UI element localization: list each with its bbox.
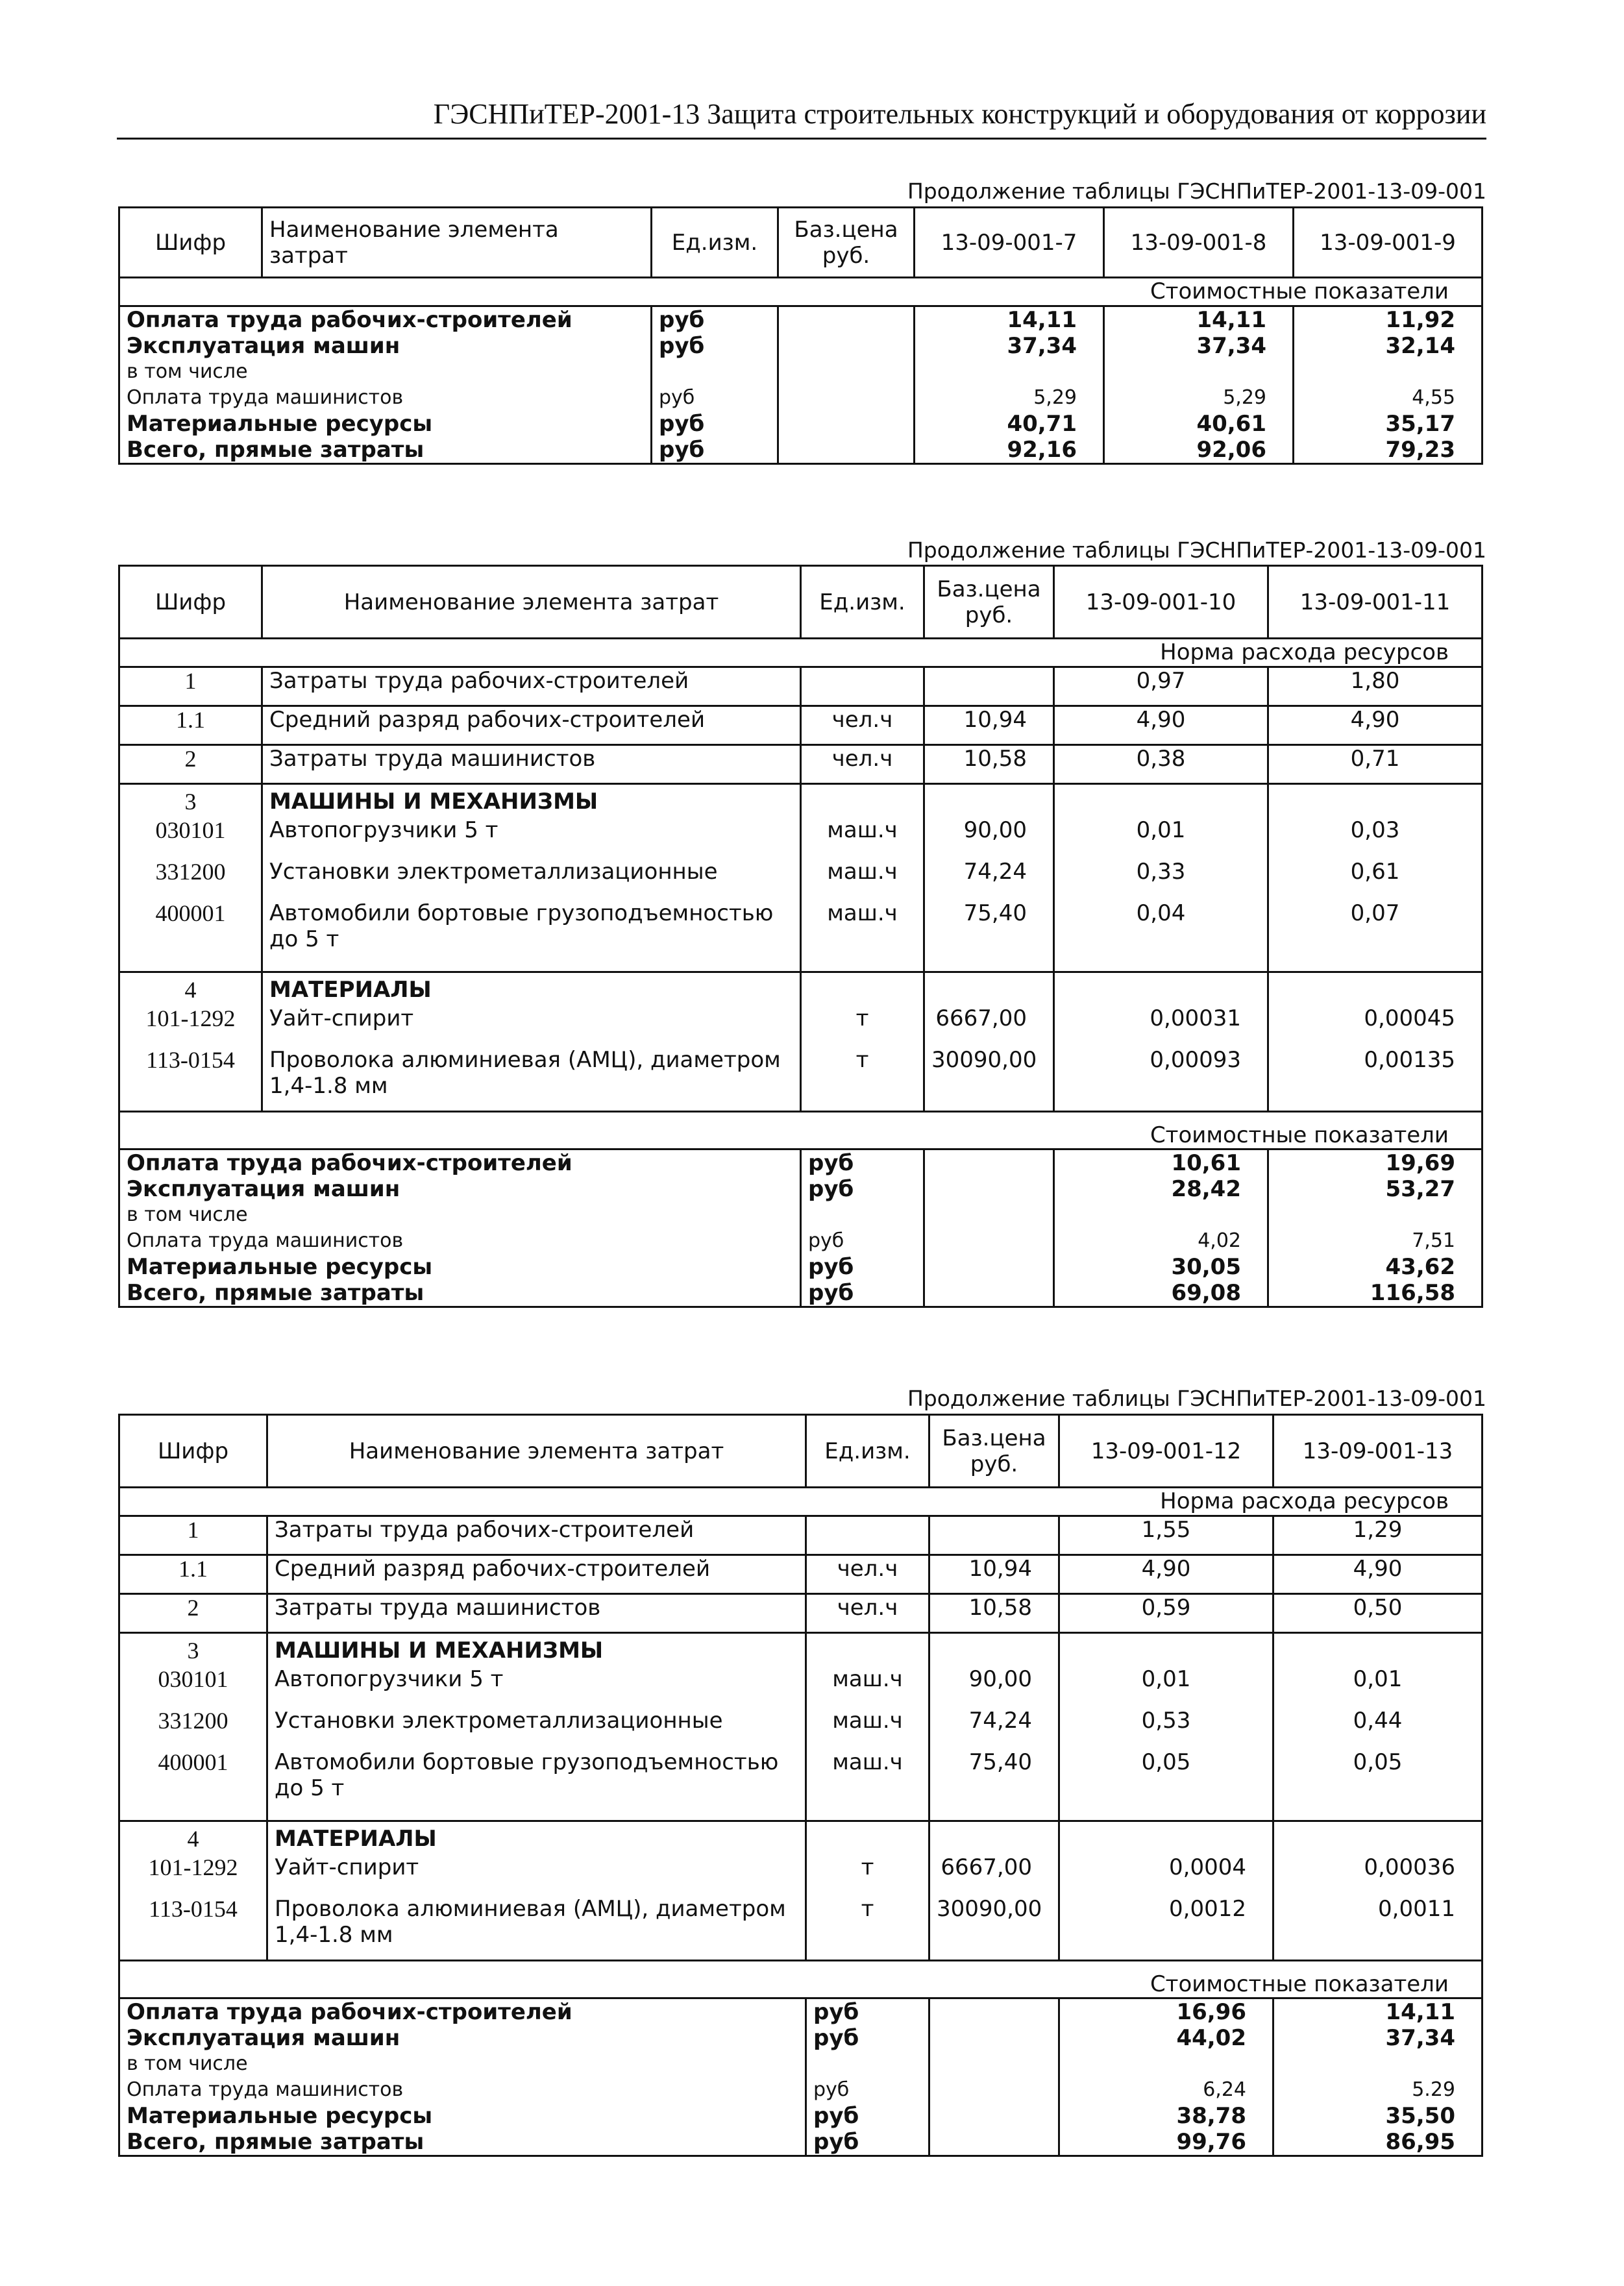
table-cell: маш.ч xyxy=(806,1749,929,1821)
table-cell: Проволока алюминиевая (АМЦ), диаметром 1,4-1.8 мм xyxy=(267,1896,806,1961)
table-cell: 28,42 xyxy=(1054,1176,1268,1202)
resource-section-row xyxy=(119,1633,1483,1667)
section-caption: Норма расхода ресурсов xyxy=(119,1488,1483,1516)
cost-row xyxy=(119,1280,1483,1307)
cost-row xyxy=(119,2025,1483,2051)
resource-row xyxy=(119,1854,1483,1896)
table-cell: 4,90 xyxy=(1273,1555,1483,1594)
table-cell xyxy=(924,1228,1054,1254)
table-cell: Уайт-спирит xyxy=(262,1005,801,1047)
table-cell: 79,23 xyxy=(1294,437,1483,464)
col-code-header: Шифр xyxy=(119,1415,267,1488)
table-cell: руб xyxy=(652,333,778,359)
table-cell: 0,03 xyxy=(1268,817,1483,859)
table-cell xyxy=(1268,784,1483,818)
table-cell: 38,78 xyxy=(1059,2103,1273,2129)
resource-row xyxy=(119,1005,1483,1047)
table-cell xyxy=(1054,784,1268,818)
table-cell: 5,29 xyxy=(915,385,1104,411)
table-cell xyxy=(924,972,1054,1005)
table-cell: 3 xyxy=(119,1633,267,1667)
table-cell xyxy=(924,1202,1054,1228)
table-cell: Затраты труда рабочих-строителей xyxy=(262,667,801,706)
table-cell: 30090,00 xyxy=(924,1047,1054,1112)
table-cell: 0,01 xyxy=(1273,1666,1483,1708)
table-cell: 6,24 xyxy=(1059,2077,1273,2103)
table-cell xyxy=(1268,1202,1483,1228)
table-cell: 030101 xyxy=(119,817,262,859)
table-cell: руб xyxy=(801,1149,924,1177)
resource-row xyxy=(119,1594,1483,1633)
table-cell: 10,94 xyxy=(924,706,1054,745)
table-cell: чел.ч xyxy=(801,706,924,745)
resource-row xyxy=(119,900,1483,972)
table-cell xyxy=(778,333,915,359)
table-cell: 101-1292 xyxy=(119,1854,267,1896)
table-cell: 0,0004 xyxy=(1059,1854,1273,1896)
col-name-header: Наименование элемента затрат xyxy=(262,566,801,639)
continuation-label-3: Продолжение таблицы ГЭСНПиТЕР-2001-13-09-001 xyxy=(907,1386,1486,1411)
table-cell: маш.ч xyxy=(806,1708,929,1749)
resource-row xyxy=(119,1896,1483,1961)
norm-table-3 xyxy=(118,1414,1483,2157)
table-cell xyxy=(806,1821,929,1854)
table-cell xyxy=(929,1998,1059,2026)
table-cell xyxy=(929,1633,1059,1667)
table-cell: МАТЕРИАЛЫ xyxy=(262,972,801,1005)
table-cell: 10,58 xyxy=(924,745,1054,784)
table-cell: 7,51 xyxy=(1268,1228,1483,1254)
table-cell xyxy=(924,1280,1054,1307)
table-cell: 11,92 xyxy=(1294,306,1483,334)
col-norm-code: 13-09-001-12 xyxy=(1059,1415,1273,1488)
col-name-header: Наименование элемента затрат xyxy=(267,1415,806,1488)
table-cell: маш.ч xyxy=(801,817,924,859)
table-cell: руб xyxy=(801,1280,924,1307)
table-cell xyxy=(1059,1821,1273,1854)
table-cell: Уайт-спирит xyxy=(267,1854,806,1896)
table-cell: 400001 xyxy=(119,900,262,972)
table-cell xyxy=(1268,972,1483,1005)
cost-row xyxy=(119,1202,1483,1228)
table-cell: 1 xyxy=(119,667,262,706)
table-cell xyxy=(929,1821,1059,1854)
table-cell: 69,08 xyxy=(1054,1280,1268,1307)
table-cell xyxy=(929,1516,1059,1555)
table-cell xyxy=(929,2025,1059,2051)
resource-row xyxy=(119,1047,1483,1112)
col-norm-code: 13-09-001-10 xyxy=(1054,566,1268,639)
section-caption: Стоимостные показатели xyxy=(119,278,1483,306)
table-cell: 30,05 xyxy=(1054,1254,1268,1280)
table-cell: Средний разряд рабочих-строителей xyxy=(267,1555,806,1594)
table-cell: 5,29 xyxy=(1104,385,1294,411)
table-cell xyxy=(778,359,915,385)
table-cell: Материальные ресурсы xyxy=(119,1254,801,1280)
table-cell: 90,00 xyxy=(929,1666,1059,1708)
table-cell: Проволока алюминиевая (АМЦ), диаметром 1,4-1.8 мм xyxy=(262,1047,801,1112)
table-cell: 16,96 xyxy=(1059,1998,1273,2026)
table-cell: 0,53 xyxy=(1059,1708,1273,1749)
table-cell: 0,00036 xyxy=(1273,1854,1483,1896)
table-cell: т xyxy=(801,1047,924,1112)
col-name-header: Наименование элемента затрат xyxy=(262,208,652,278)
table-cell xyxy=(806,2051,929,2077)
col-unit-header: Ед.изм. xyxy=(801,566,924,639)
resource-section-row xyxy=(119,1821,1483,1854)
table-cell xyxy=(1059,1633,1273,1667)
table-cell xyxy=(801,972,924,1005)
table-cell: чел.ч xyxy=(806,1555,929,1594)
table-cell xyxy=(1294,359,1483,385)
table-cell: Оплата труда рабочих-строителей xyxy=(119,1149,801,1177)
table-cell: 400001 xyxy=(119,1749,267,1821)
table-cell: 113-0154 xyxy=(119,1896,267,1961)
table-cell: 4 xyxy=(119,972,262,1005)
col-unit-header: Ед.изм. xyxy=(806,1415,929,1488)
table-cell: 10,94 xyxy=(929,1555,1059,1594)
table-cell: 37,34 xyxy=(1104,333,1294,359)
table-cell: руб xyxy=(806,2025,929,2051)
table-cell: 19,69 xyxy=(1268,1149,1483,1177)
table-cell: Автомобили бортовые грузоподъемностью до 5 т xyxy=(267,1749,806,1821)
table-cell: Автопогрузчики 5 т xyxy=(267,1666,806,1708)
table-cell: 0,59 xyxy=(1059,1594,1273,1633)
table-cell: 14,11 xyxy=(1273,1998,1483,2026)
table-cell: руб xyxy=(652,437,778,464)
table-cell: 0,33 xyxy=(1054,859,1268,900)
table-cell: 0,97 xyxy=(1054,667,1268,706)
table-cell xyxy=(924,667,1054,706)
table-cell: 35,17 xyxy=(1294,411,1483,437)
table-cell xyxy=(929,2129,1059,2156)
resource-row xyxy=(119,667,1483,706)
table-cell: 92,06 xyxy=(1104,437,1294,464)
resource-row xyxy=(119,706,1483,745)
table-cell: руб xyxy=(801,1254,924,1280)
col-unit-header: Ед.изм. xyxy=(652,208,778,278)
table-cell: 1,29 xyxy=(1273,1516,1483,1555)
section-caption: Стоимостные показатели xyxy=(119,1961,1483,1998)
table-cell: 75,40 xyxy=(929,1749,1059,1821)
table-cell: чел.ч xyxy=(806,1594,929,1633)
table-cell: 4,02 xyxy=(1054,1228,1268,1254)
table-cell: 75,40 xyxy=(924,900,1054,972)
cost-row xyxy=(119,2051,1483,2077)
table-cell: Эксплуатация машин xyxy=(119,1176,801,1202)
table-cell: т xyxy=(806,1854,929,1896)
table-cell xyxy=(929,2077,1059,2103)
table-cell xyxy=(806,1516,929,1555)
table-cell xyxy=(929,2051,1059,2077)
table-cell: 0,0011 xyxy=(1273,1896,1483,1961)
table-cell: 4,90 xyxy=(1268,706,1483,745)
table-cell: 0,71 xyxy=(1268,745,1483,784)
table-cell: Затраты труда рабочих-строителей xyxy=(267,1516,806,1555)
col-norm-code: 13-09-001-11 xyxy=(1268,566,1483,639)
table-cell: 53,27 xyxy=(1268,1176,1483,1202)
table-cell: руб xyxy=(806,2103,929,2129)
table-cell: Всего, прямые затраты xyxy=(119,437,652,464)
cost-row xyxy=(119,1149,1483,1177)
table-cell: 1,80 xyxy=(1268,667,1483,706)
table-cell: 90,00 xyxy=(924,817,1054,859)
table-cell: 37,34 xyxy=(915,333,1104,359)
table-cell xyxy=(652,359,778,385)
table-cell xyxy=(801,667,924,706)
table-cell: Всего, прямые затраты xyxy=(119,2129,806,2156)
table-cell: 0,00093 xyxy=(1054,1047,1268,1112)
table-cell: Эксплуатация машин xyxy=(119,2025,806,2051)
resource-section-row xyxy=(119,972,1483,1005)
table-cell: 1.1 xyxy=(119,706,262,745)
table-cell: в том числе xyxy=(119,1202,801,1228)
table-cell xyxy=(924,784,1054,818)
table-cell: Материальные ресурсы xyxy=(119,411,652,437)
table-cell: 1,55 xyxy=(1059,1516,1273,1555)
cost-row xyxy=(119,437,1483,464)
table-cell xyxy=(924,1254,1054,1280)
table-cell xyxy=(1273,1633,1483,1667)
table-cell: т xyxy=(806,1896,929,1961)
table-cell: 30090,00 xyxy=(929,1896,1059,1961)
col-price-header: Баз.цена руб. xyxy=(924,566,1054,639)
table-cell xyxy=(915,359,1104,385)
table-cell: 43,62 xyxy=(1268,1254,1483,1280)
table-cell: чел.ч xyxy=(801,745,924,784)
table-cell xyxy=(778,385,915,411)
cost-row xyxy=(119,1254,1483,1280)
resource-row xyxy=(119,1708,1483,1749)
table-cell: 0,50 xyxy=(1273,1594,1483,1633)
table-cell xyxy=(929,2103,1059,2129)
continuation-label-2: Продолжение таблицы ГЭСНПиТЕР-2001-13-09-001 xyxy=(907,537,1486,563)
table-cell xyxy=(778,437,915,464)
table-cell: Оплата труда рабочих-строителей xyxy=(119,1998,806,2026)
table-cell xyxy=(1273,2051,1483,2077)
table-cell: 3 xyxy=(119,784,262,818)
table-cell: 030101 xyxy=(119,1666,267,1708)
table-cell: 101-1292 xyxy=(119,1005,262,1047)
table-cell xyxy=(778,411,915,437)
table-cell xyxy=(1059,2051,1273,2077)
table-cell: руб xyxy=(652,411,778,437)
col-code-header: Шифр xyxy=(119,566,262,639)
table-cell: 0,01 xyxy=(1054,817,1268,859)
table-cell: 74,24 xyxy=(929,1708,1059,1749)
resource-section-row xyxy=(119,784,1483,818)
table-cell: 116,58 xyxy=(1268,1280,1483,1307)
cost-row xyxy=(119,1228,1483,1254)
table-cell: 4,55 xyxy=(1294,385,1483,411)
table-cell: 74,24 xyxy=(924,859,1054,900)
resource-row xyxy=(119,1516,1483,1555)
table-cell: маш.ч xyxy=(801,859,924,900)
table-cell xyxy=(1104,359,1294,385)
table-cell: 0,00135 xyxy=(1268,1047,1483,1112)
table-cell: 40,61 xyxy=(1104,411,1294,437)
col-norm-code: 13-09-001-8 xyxy=(1104,208,1294,278)
table-cell: 4 xyxy=(119,1821,267,1854)
table-cell: Затраты труда машинистов xyxy=(262,745,801,784)
table-cell: Оплата труда рабочих-строителей xyxy=(119,306,652,334)
table-cell: в том числе xyxy=(119,359,652,385)
resource-row xyxy=(119,745,1483,784)
cost-row xyxy=(119,385,1483,411)
table-cell: 0,0012 xyxy=(1059,1896,1273,1961)
cost-row xyxy=(119,2103,1483,2129)
table-cell: в том числе xyxy=(119,2051,806,2077)
table-cell: руб xyxy=(806,2129,929,2156)
col-price-header: Баз.цена руб. xyxy=(778,208,915,278)
cost-row xyxy=(119,2129,1483,2156)
table-cell xyxy=(1054,1202,1268,1228)
table-cell: 92,16 xyxy=(915,437,1104,464)
resource-row xyxy=(119,1749,1483,1821)
section-caption: Норма расхода ресурсов xyxy=(119,639,1483,667)
table-cell: руб xyxy=(806,2077,929,2103)
table-cell xyxy=(806,1633,929,1667)
section-caption: Стоимостные показатели xyxy=(119,1112,1483,1149)
table-cell: Средний разряд рабочих-строителей xyxy=(262,706,801,745)
table-cell: 0,01 xyxy=(1059,1666,1273,1708)
table-cell: 0,61 xyxy=(1268,859,1483,900)
table-cell: МАШИНЫ И МЕХАНИЗМЫ xyxy=(262,784,801,818)
table-cell: Оплата труда машинистов xyxy=(119,1228,801,1254)
resource-row xyxy=(119,1555,1483,1594)
table-cell: 0,44 xyxy=(1273,1708,1483,1749)
table-cell: 2 xyxy=(119,745,262,784)
resource-row xyxy=(119,859,1483,900)
table-cell: Затраты труда машинистов xyxy=(267,1594,806,1633)
norm-table-1 xyxy=(118,206,1483,465)
cost-row xyxy=(119,2077,1483,2103)
table-cell: Всего, прямые затраты xyxy=(119,1280,801,1307)
table-cell: 4,90 xyxy=(1054,706,1268,745)
table-cell: 5.29 xyxy=(1273,2077,1483,2103)
table-cell: Автопогрузчики 5 т xyxy=(262,817,801,859)
cost-row xyxy=(119,411,1483,437)
table-cell: 10,61 xyxy=(1054,1149,1268,1177)
table-cell: руб xyxy=(801,1176,924,1202)
col-price-header: Баз.цена руб. xyxy=(929,1415,1059,1488)
cost-row xyxy=(119,333,1483,359)
table-cell: руб xyxy=(801,1228,924,1254)
header-rule xyxy=(117,138,1486,140)
table-cell: 14,11 xyxy=(915,306,1104,334)
table-cell: 331200 xyxy=(119,1708,267,1749)
table-cell: 40,71 xyxy=(915,411,1104,437)
table-cell xyxy=(924,1176,1054,1202)
table-cell: 0,07 xyxy=(1268,900,1483,972)
norm-table-2 xyxy=(118,565,1483,1308)
table-cell: 0,00031 xyxy=(1054,1005,1268,1047)
col-norm-code: 13-09-001-13 xyxy=(1273,1415,1483,1488)
table-cell: 0,04 xyxy=(1054,900,1268,972)
col-code-header: Шифр xyxy=(119,208,262,278)
cost-row xyxy=(119,1998,1483,2026)
table-cell: 14,11 xyxy=(1104,306,1294,334)
table-cell: 37,34 xyxy=(1273,2025,1483,2051)
table-cell: 0,05 xyxy=(1059,1749,1273,1821)
table-cell: Оплата труда машинистов xyxy=(119,385,652,411)
cost-row xyxy=(119,306,1483,334)
table-cell: Материальные ресурсы xyxy=(119,2103,806,2129)
table-cell: МАТЕРИАЛЫ xyxy=(267,1821,806,1854)
page-header: ГЭСНПиТЕР-2001-13 Защита строительных конструкций и оборудования от коррозии xyxy=(433,98,1486,130)
table-cell xyxy=(1054,972,1268,1005)
table-cell xyxy=(1273,1821,1483,1854)
table-cell: МАШИНЫ И МЕХАНИЗМЫ xyxy=(267,1633,806,1667)
table-cell: 86,95 xyxy=(1273,2129,1483,2156)
table-cell xyxy=(801,784,924,818)
table-cell: 331200 xyxy=(119,859,262,900)
table-cell: 0,38 xyxy=(1054,745,1268,784)
table-cell xyxy=(778,306,915,334)
table-cell: Установки электрометаллизационные xyxy=(267,1708,806,1749)
table-cell: 1.1 xyxy=(119,1555,267,1594)
table-cell: 35,50 xyxy=(1273,2103,1483,2129)
table-cell: 0,00045 xyxy=(1268,1005,1483,1047)
table-cell: 113-0154 xyxy=(119,1047,262,1112)
table-cell: 99,76 xyxy=(1059,2129,1273,2156)
resource-row xyxy=(119,817,1483,859)
table-cell: 4,90 xyxy=(1059,1555,1273,1594)
table-cell: Автомобили бортовые грузоподъемностью до 5 т xyxy=(262,900,801,972)
table-cell: 0,05 xyxy=(1273,1749,1483,1821)
table-cell: 2 xyxy=(119,1594,267,1633)
table-cell: Эксплуатация машин xyxy=(119,333,652,359)
table-cell: т xyxy=(801,1005,924,1047)
table-cell: 6667,00 xyxy=(929,1854,1059,1896)
table-cell: 10,58 xyxy=(929,1594,1059,1633)
cost-row xyxy=(119,1176,1483,1202)
table-cell: руб xyxy=(806,1998,929,2026)
continuation-label-1: Продолжение таблицы ГЭСНПиТЕР-2001-13-09-001 xyxy=(907,178,1486,204)
resource-row xyxy=(119,1666,1483,1708)
table-cell: руб xyxy=(652,306,778,334)
table-cell xyxy=(924,1149,1054,1177)
table-cell: 44,02 xyxy=(1059,2025,1273,2051)
table-cell: 6667,00 xyxy=(924,1005,1054,1047)
table-cell: руб xyxy=(652,385,778,411)
table-cell: маш.ч xyxy=(801,900,924,972)
col-norm-code: 13-09-001-7 xyxy=(915,208,1104,278)
table-cell: Оплата труда машинистов xyxy=(119,2077,806,2103)
table-cell: 32,14 xyxy=(1294,333,1483,359)
table-cell xyxy=(801,1202,924,1228)
col-norm-code: 13-09-001-9 xyxy=(1294,208,1483,278)
table-cell: Установки электрометаллизационные xyxy=(262,859,801,900)
table-cell: 1 xyxy=(119,1516,267,1555)
table-cell: маш.ч xyxy=(806,1666,929,1708)
cost-row xyxy=(119,359,1483,385)
